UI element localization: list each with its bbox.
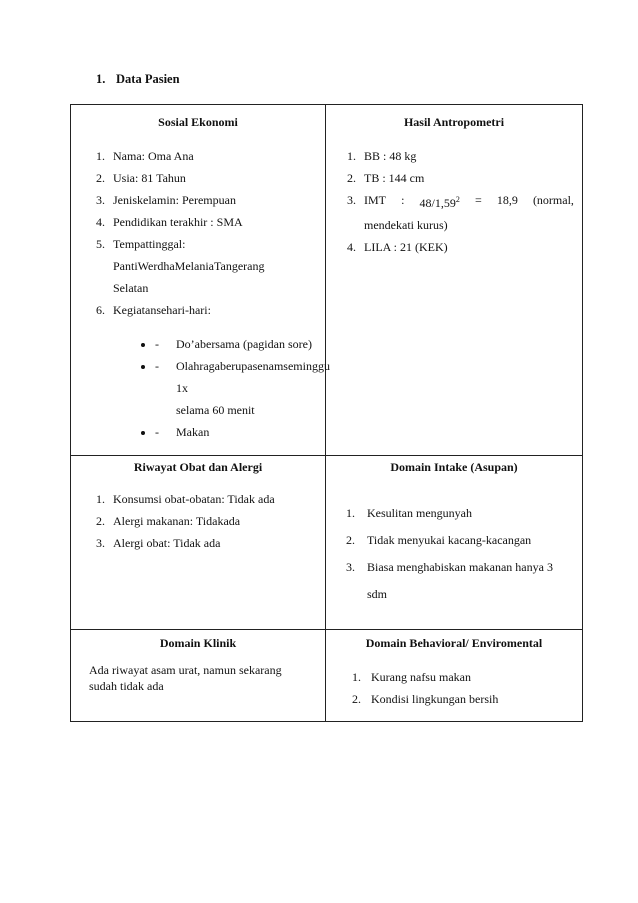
list-item: 3. Alergi obat: Tidak ada xyxy=(96,536,221,550)
antropometri-title: Hasil Antropometri xyxy=(403,115,505,129)
obat-alergi-list xyxy=(96,488,325,554)
sub-list-item: • - Olahragaberupasenamseminggu 1x selama 60 menit xyxy=(155,355,325,421)
list-item: 1. Kesulitan mengunyah xyxy=(346,506,472,520)
list-item: 2. Alergi makanan: Tidakada xyxy=(96,514,241,528)
sub-list-item: • - Makan xyxy=(155,421,325,443)
list-item: 1. Kurang nafsu makan xyxy=(352,670,471,684)
list-item: 2. Kondisi lingkungan bersih xyxy=(352,692,499,706)
klinik-paragraph: Ada riwayat asam urat, namun sekarang sudah tidak ada xyxy=(89,663,282,693)
list-item: 2. Tidak menyukai kacang-kacangan xyxy=(346,533,532,547)
behavioral-list xyxy=(352,666,582,710)
list-item: 1. Konsumsi obat-obatan: Tidak ada xyxy=(96,492,275,506)
list-item: 4. LILA : 21 (KEK) xyxy=(347,240,448,254)
imt-line: IMT : 48/1,59$^2$ = 18,9 (normal, xyxy=(364,193,574,210)
section-heading xyxy=(96,72,180,87)
list-item: 4. Pendidikan terakhir : SMA xyxy=(96,215,243,229)
heading-text: Data Pasien xyxy=(116,72,180,86)
antropometri-list xyxy=(347,145,574,258)
list-item: 5. Tempattinggal: PantiWerdhaMelaniaTangerang Selatan xyxy=(96,237,265,295)
cell-sosial-ekonomi xyxy=(71,105,330,456)
sub-list-item: • - Do’abersama (pagidan sore) xyxy=(155,333,325,355)
intake-list xyxy=(346,500,568,608)
cell-intake xyxy=(326,456,583,630)
heading-number: 1. xyxy=(96,72,106,86)
list-item: 1. Nama: Oma Ana xyxy=(96,149,194,163)
sosial-ekonomi-title: Sosial Ekonomi xyxy=(158,115,238,129)
list-item: 3. IMT : 48/1,59$^2$ = 18,9 (normal, mendekati kurus) xyxy=(347,189,574,236)
cell-behavioral xyxy=(326,630,583,722)
list-item: 6. Kegiatansehari-hari: xyxy=(96,303,211,317)
patient-data-table xyxy=(70,104,583,722)
behavioral-title: Domain Behavioral/ Enviromental xyxy=(365,636,543,650)
kegiatan-sublist xyxy=(115,333,330,443)
list-item: 2. TB : 144 cm xyxy=(347,171,425,185)
cell-antropometri xyxy=(326,105,583,456)
obat-alergi-title: Riwayat Obat dan Alergi xyxy=(133,460,263,474)
list-item: 3. Jeniskelamin: Perempuan xyxy=(96,193,236,207)
list-item: 2. Usia: 81 Tahun xyxy=(96,171,186,185)
intake-title: Domain Intake (Asupan) xyxy=(390,460,518,474)
cell-klinik xyxy=(71,630,326,722)
sosial-ekonomi-list xyxy=(96,145,325,321)
list-item: 3. Biasa menghabiskan makanan hanya 3 sdm xyxy=(346,560,553,601)
list-item: 1. BB : 48 kg xyxy=(347,149,417,163)
cell-obat-alergi xyxy=(71,456,326,630)
klinik-title: Domain Klinik xyxy=(159,636,237,650)
